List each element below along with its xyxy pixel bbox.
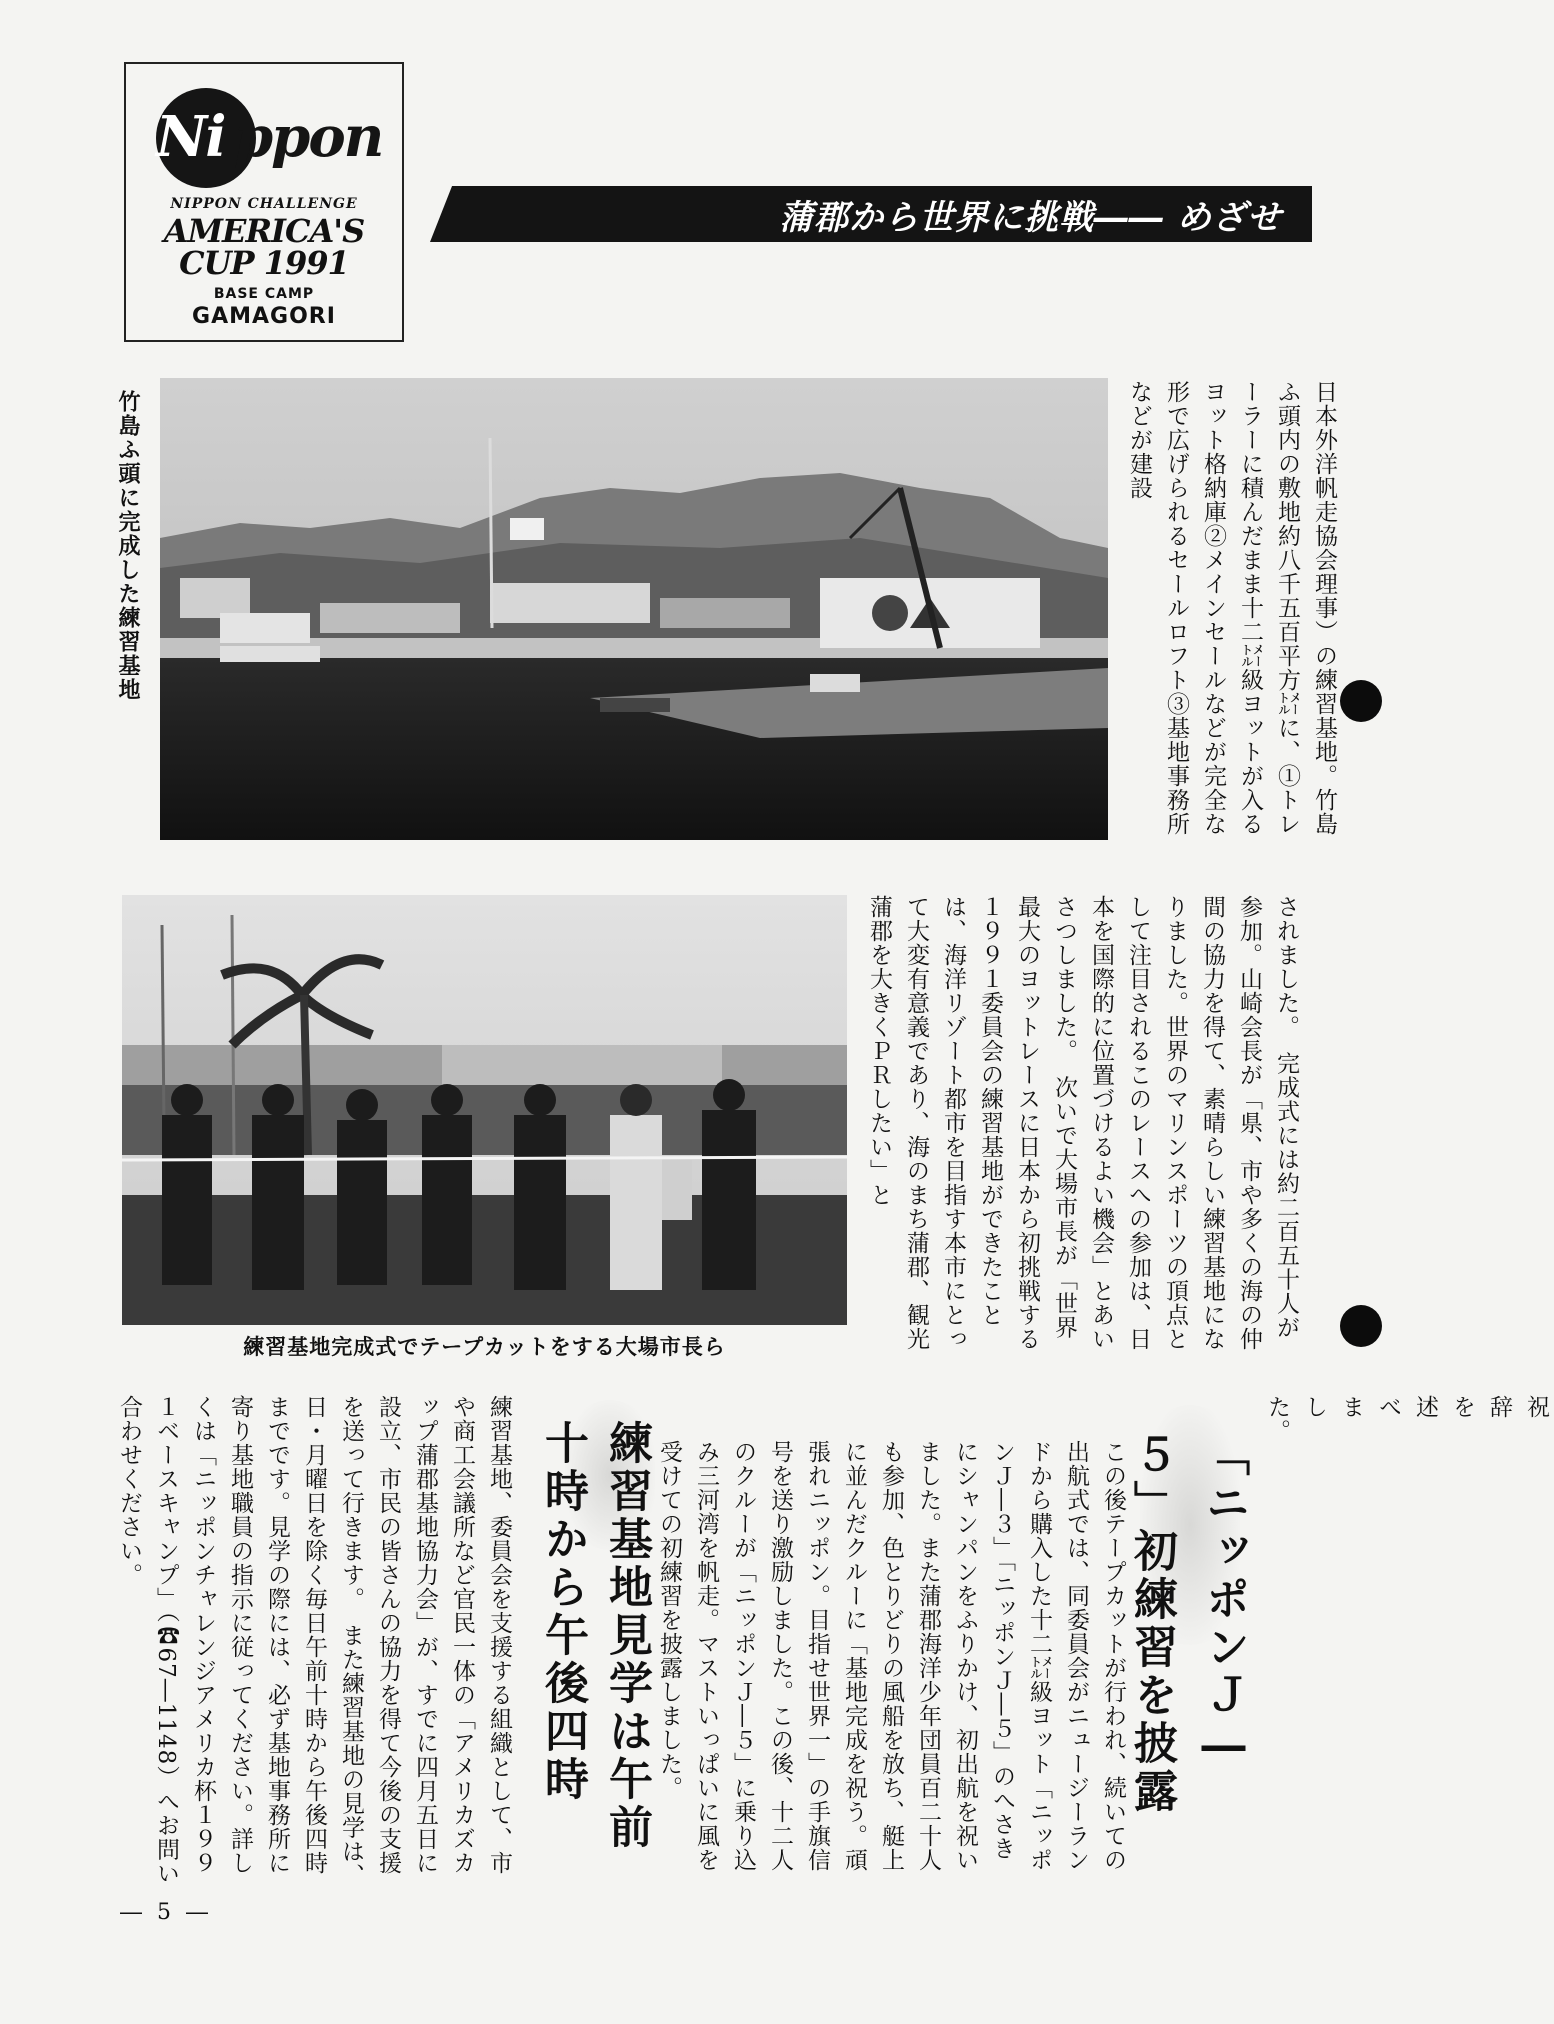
logo-cup-line1: AMERICA'S: [163, 212, 365, 250]
header-banner-title: 蒲郡から世界に挑戦―― めざせ: [779, 197, 1282, 238]
article-column-3a: 祝辞を述べました。: [1264, 1395, 1549, 1443]
harbor-photo: [160, 378, 1108, 840]
logo-script-left: Ni: [156, 104, 225, 170]
ribbon-cutting-photo: [122, 895, 847, 1325]
harbor-photo-caption: 竹島ふ頭に完成した練習基地: [115, 390, 140, 702]
article-column-1: 日本外洋帆走協会理事）の練習基地。竹島ふ頭内の敷地約八千五百平方㍍に、①トレーラーに積んだまま十二㍍級ヨットが入るヨット格納庫②メインセールなどが完全な形で広げられるセールロフト③基地事務所などが建設: [1126, 380, 1337, 836]
article-column-3b: この後テープカットが行われ、続いての出航式では、同委員会がニュージーランドから購入した十二㍍級ヨット「ニッポンＪ―３」「ニッポンＪ―５」のへさきにシャンパンをふりかけ、初出航を祝いました。また蒲郡海洋少年団員百二十人も参加、色とりどりの風船を放ち、艇上に並んだクルーに「基地完成を祝う。頑張れニッポン。目指せ世界一」の手旗信号を送り激励しました。この後、十二人のクルーが「ニッポンＪ―５」に乗り込み三河湾を帆走。マストいっぱいに風を受けての初練習を披露しました。: [656, 1440, 1126, 1872]
logo-cup-line2: CUP 1991: [179, 244, 349, 282]
logo-box: [124, 62, 404, 342]
bullet-dot-lower: [1340, 1305, 1382, 1347]
logo-base-camp: BASE CAMP: [213, 286, 315, 302]
article-column-2: されました。 完成式には約二百五十人が参加。山崎会長が「県、市や多くの海の仲間の協力を得て、素晴らしい練習基地になりました。世界のマリンスポーツの頂点として注目されるこのレースへの参加は、日本を国際的に位置づけるよい機会」とあいさつしました。 次いで大場市長が「世界最大のヨットレースに日本から初挑戦する１９９１委員会の練習基地ができたことは、海洋リゾート都市を目指す本市にとって大変有意義であり、海のまち蒲郡、観光蒲郡を大きくＰＲしたい」と: [866, 895, 1299, 1351]
article-column-4: 練習基地、委員会を支援する組織として、市や商工会議所など官民一体の「アメリカズカップ蒲郡基地協力会」が、すでに四月五日に設立、市民の皆さんの協力を得て今後の支援を送って行きます。 また練習基地の見学は、日・月曜日を除く毎日午前十時から午後四時までです。見学の際には、必ず基地事務所に寄り基地職員の指示に従ってください。詳しくは「ニッポンチャレンジアメリカ杯１９９１ベースキャンプ」（☎67―1148）へお問い合わせください。: [116, 1395, 512, 1888]
logo-gamagori: GAMAGORI: [192, 304, 336, 329]
bullet-dot-upper: [1340, 680, 1382, 722]
logo-challenge: NIPPON CHALLENGE: [170, 196, 358, 212]
logo-script-right: ppon: [234, 104, 383, 170]
heading-base-visit: 練習基地見学は午前十時から午後四時: [537, 1420, 652, 1852]
ribbon-cutting-caption: 練習基地完成式でテープカットをする大場市長ら: [243, 1335, 726, 1359]
page-number: ― 5 ―: [120, 1900, 212, 1925]
heading-nippon-j5: 「ニッポンＪ―５」初練習を披露: [1126, 1432, 1249, 1816]
